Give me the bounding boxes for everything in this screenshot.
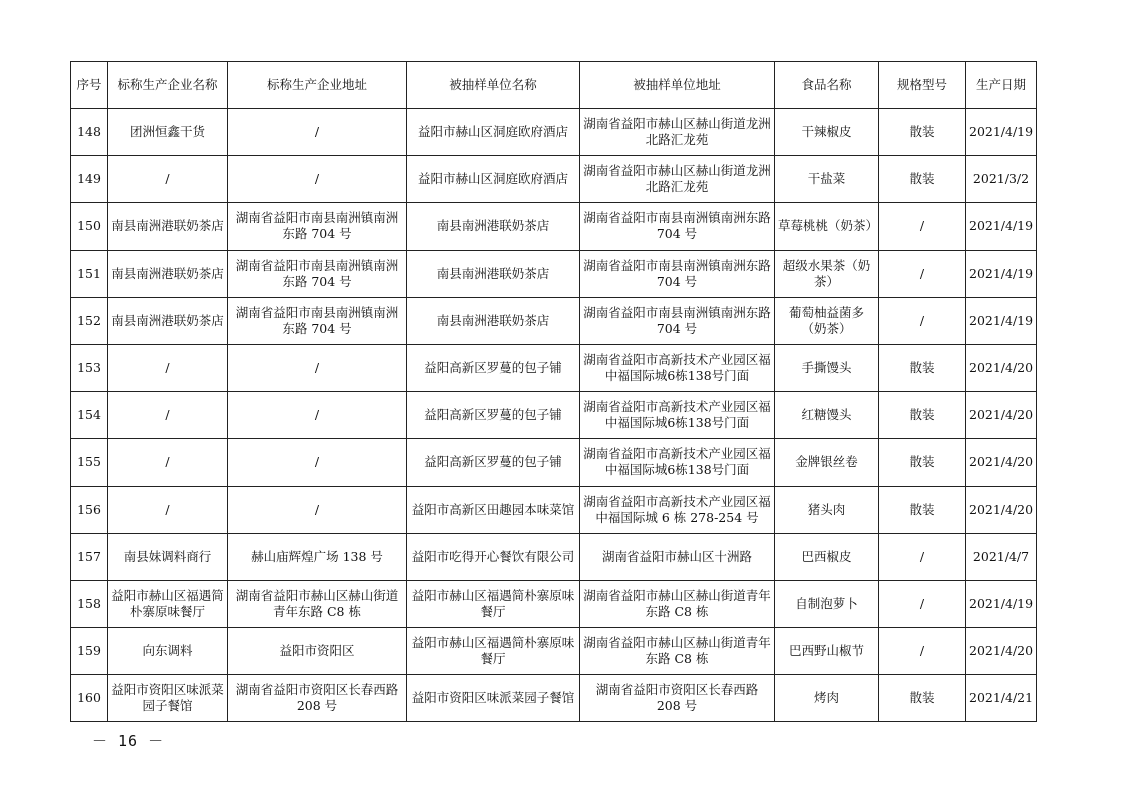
manufacturer-name-cell: 南县南洲港联奶茶店 [108, 250, 228, 297]
manufacturer-name-cell: / [108, 156, 228, 203]
table-row [71, 109, 1037, 156]
sampled-unit-address-cell: 湖南省益阳市高新技术产业园区福中福国际城6栋138号门面 [580, 439, 775, 486]
manufacturer-address-cell: 湖南省益阳市南县南洲镇南洲东路 704 号 [228, 297, 407, 344]
table-row [71, 439, 1037, 486]
specification-cell: / [879, 628, 966, 675]
production-date-cell: 2021/4/20 [966, 392, 1037, 439]
table-body [71, 109, 1037, 722]
specification-cell: 散装 [879, 156, 966, 203]
table-header-row [71, 62, 1037, 109]
manufacturer-name-cell: 益阳市资阳区味派菜园子餐馆 [108, 675, 228, 722]
manufacturer-name-cell: 南县南洲港联奶茶店 [108, 203, 228, 250]
table-row [71, 675, 1037, 722]
sampled-unit-name-cell: 南县南洲港联奶茶店 [407, 250, 580, 297]
food-name-cell: 红糖馒头 [775, 392, 879, 439]
specification-cell: / [879, 580, 966, 627]
header-manufacturer-address: 标称生产企业地址 [228, 62, 407, 109]
sampled-unit-address-cell: 湖南省益阳市高新技术产业园区福中福国际城6栋138号门面 [580, 392, 775, 439]
table-row [71, 486, 1037, 533]
header-serial-number: 序号 [71, 62, 108, 109]
sampled-unit-name-cell: 益阳市吃得开心餐饮有限公司 [407, 533, 580, 580]
table-row [71, 628, 1037, 675]
production-date-cell: 2021/4/7 [966, 533, 1037, 580]
serial-number-cell: 155 [71, 439, 108, 486]
serial-number-cell: 149 [71, 156, 108, 203]
sampled-unit-name-cell: 益阳高新区罗蔓的包子铺 [407, 344, 580, 391]
sampling-results-table [70, 61, 1037, 722]
specification-cell: 散装 [879, 675, 966, 722]
table-row [71, 250, 1037, 297]
manufacturer-address-cell: 益阳市资阳区 [228, 628, 407, 675]
sampled-unit-name-cell: 南县南洲港联奶茶店 [407, 297, 580, 344]
production-date-cell: 2021/4/20 [966, 628, 1037, 675]
manufacturer-address-cell: 湖南省益阳市南县南洲镇南洲东路 704 号 [228, 203, 407, 250]
serial-number-cell: 153 [71, 344, 108, 391]
food-name-cell: 烤肉 [775, 675, 879, 722]
specification-cell: / [879, 250, 966, 297]
sampled-unit-address-cell: 湖南省益阳市赫山区赫山街道青年东路 C8 栋 [580, 580, 775, 627]
page-number: － 16 － [92, 732, 165, 750]
serial-number-cell: 158 [71, 580, 108, 627]
specification-cell: / [879, 533, 966, 580]
production-date-cell: 2021/3/2 [966, 156, 1037, 203]
header-food-name: 食品名称 [775, 62, 879, 109]
food-name-cell: 自制泡萝卜 [775, 580, 879, 627]
table-row [71, 392, 1037, 439]
manufacturer-address-cell: / [228, 486, 407, 533]
manufacturer-address-cell: / [228, 344, 407, 391]
food-name-cell: 草莓桃桃（奶茶） [775, 203, 879, 250]
food-name-cell: 葡萄柚益菌多（奶茶） [775, 297, 879, 344]
food-name-cell: 金牌银丝卷 [775, 439, 879, 486]
manufacturer-name-cell: / [108, 486, 228, 533]
serial-number-cell: 150 [71, 203, 108, 250]
food-name-cell: 手撕馒头 [775, 344, 879, 391]
table-row [71, 297, 1037, 344]
production-date-cell: 2021/4/21 [966, 675, 1037, 722]
sampled-unit-name-cell: 南县南洲港联奶茶店 [407, 203, 580, 250]
food-name-cell: 干辣椒皮 [775, 109, 879, 156]
sampled-unit-name-cell: 益阳市赫山区福遇简朴寨原味餐厅 [407, 628, 580, 675]
food-name-cell: 巴西椒皮 [775, 533, 879, 580]
serial-number-cell: 159 [71, 628, 108, 675]
sampled-unit-name-cell: 益阳市赫山区洞庭欧府酒店 [407, 156, 580, 203]
manufacturer-name-cell: / [108, 344, 228, 391]
sampled-unit-address-cell: 湖南省益阳市赫山区赫山街道龙洲北路汇龙苑 [580, 156, 775, 203]
manufacturer-name-cell: / [108, 439, 228, 486]
specification-cell: 散装 [879, 109, 966, 156]
manufacturer-address-cell: 湖南省益阳市资阳区长春西路 208 号 [228, 675, 407, 722]
sampled-unit-address-cell: 湖南省益阳市赫山区赫山街道龙洲北路汇龙苑 [580, 109, 775, 156]
header-manufacturer-name: 标称生产企业名称 [108, 62, 228, 109]
header-production-date: 生产日期 [966, 62, 1037, 109]
production-date-cell: 2021/4/20 [966, 344, 1037, 391]
header-sampled-unit-address: 被抽样单位地址 [580, 62, 775, 109]
specification-cell: 散装 [879, 392, 966, 439]
serial-number-cell: 154 [71, 392, 108, 439]
table-row [71, 203, 1037, 250]
sampled-unit-name-cell: 益阳高新区罗蔓的包子铺 [407, 392, 580, 439]
manufacturer-address-cell: / [228, 392, 407, 439]
specification-cell: 散装 [879, 486, 966, 533]
production-date-cell: 2021/4/19 [966, 109, 1037, 156]
manufacturer-name-cell: 南县南洲港联奶茶店 [108, 297, 228, 344]
table-row [71, 533, 1037, 580]
manufacturer-name-cell: 南县妹调料商行 [108, 533, 228, 580]
sampled-unit-name-cell: 益阳市赫山区洞庭欧府酒店 [407, 109, 580, 156]
serial-number-cell: 157 [71, 533, 108, 580]
sampled-unit-address-cell: 湖南省益阳市赫山区十洲路 [580, 533, 775, 580]
manufacturer-name-cell: 团洲恒鑫干货 [108, 109, 228, 156]
manufacturer-name-cell: 向东调料 [108, 628, 228, 675]
food-name-cell: 干盐菜 [775, 156, 879, 203]
sampled-unit-name-cell: 益阳市高新区田趣园本味菜馆 [407, 486, 580, 533]
sampled-unit-address-cell: 湖南省益阳市南县南洲镇南洲东路 704 号 [580, 203, 775, 250]
serial-number-cell: 151 [71, 250, 108, 297]
manufacturer-address-cell: / [228, 109, 407, 156]
serial-number-cell: 148 [71, 109, 108, 156]
specification-cell: / [879, 297, 966, 344]
production-date-cell: 2021/4/19 [966, 580, 1037, 627]
header-sampled-unit-name: 被抽样单位名称 [407, 62, 580, 109]
production-date-cell: 2021/4/19 [966, 203, 1037, 250]
sampled-unit-name-cell: 益阳市赫山区福遇简朴寨原味餐厅 [407, 580, 580, 627]
manufacturer-address-cell: 湖南省益阳市南县南洲镇南洲东路 704 号 [228, 250, 407, 297]
food-name-cell: 猪头肉 [775, 486, 879, 533]
table-row [71, 580, 1037, 627]
sampled-unit-address-cell: 湖南省益阳市南县南洲镇南洲东路 704 号 [580, 297, 775, 344]
production-date-cell: 2021/4/19 [966, 250, 1037, 297]
sampled-unit-address-cell: 湖南省益阳市高新技术产业园区福中福国际城 6 栋 278-254 号 [580, 486, 775, 533]
sampled-unit-name-cell: 益阳市资阳区味派菜园子餐馆 [407, 675, 580, 722]
sampled-unit-address-cell: 湖南省益阳市资阳区长春西路 208 号 [580, 675, 775, 722]
production-date-cell: 2021/4/20 [966, 439, 1037, 486]
sampled-unit-name-cell: 益阳高新区罗蔓的包子铺 [407, 439, 580, 486]
serial-number-cell: 152 [71, 297, 108, 344]
food-name-cell: 巴西野山椒节 [775, 628, 879, 675]
table-row [71, 344, 1037, 391]
food-name-cell: 超级水果茶（奶茶） [775, 250, 879, 297]
serial-number-cell: 160 [71, 675, 108, 722]
production-date-cell: 2021/4/19 [966, 297, 1037, 344]
sampled-unit-address-cell: 湖南省益阳市高新技术产业园区福中福国际城6栋138号门面 [580, 344, 775, 391]
specification-cell: 散装 [879, 439, 966, 486]
table-row [71, 156, 1037, 203]
header-specification: 规格型号 [879, 62, 966, 109]
production-date-cell: 2021/4/20 [966, 486, 1037, 533]
manufacturer-address-cell: 湖南省益阳市赫山区赫山街道青年东路 C8 栋 [228, 580, 407, 627]
manufacturer-address-cell: / [228, 439, 407, 486]
specification-cell: 散装 [879, 344, 966, 391]
specification-cell: / [879, 203, 966, 250]
serial-number-cell: 156 [71, 486, 108, 533]
manufacturer-address-cell: / [228, 156, 407, 203]
manufacturer-address-cell: 赫山庙辉煌广场 138 号 [228, 533, 407, 580]
manufacturer-name-cell: 益阳市赫山区福遇简朴寨原味餐厅 [108, 580, 228, 627]
manufacturer-name-cell: / [108, 392, 228, 439]
sampled-unit-address-cell: 湖南省益阳市赫山区赫山街道青年东路 C8 栋 [580, 628, 775, 675]
sampled-unit-address-cell: 湖南省益阳市南县南洲镇南洲东路 704 号 [580, 250, 775, 297]
